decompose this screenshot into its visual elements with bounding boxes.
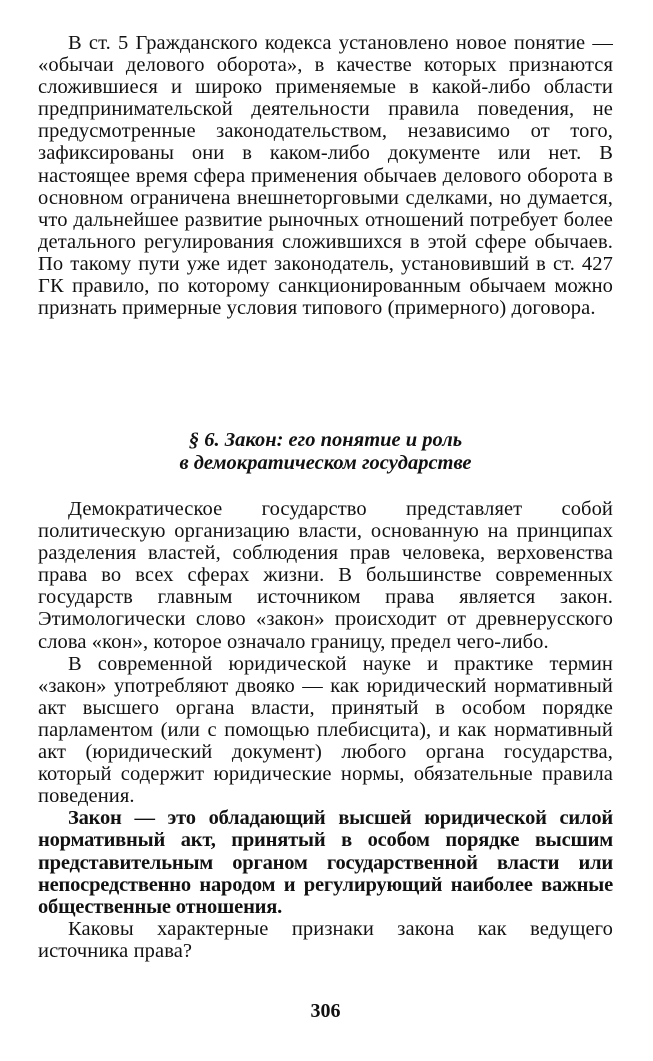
top-text-block [38,32,613,319]
paragraph-term-usage: В современной юридической науке и практике термин «закон» употребляют двояко — как юридический нормативный акт высшего органа власти, принятый в особом порядке парламентом (или с помощью плебисцита), и как нормативный акт (юридический документ) любого органа государства, который содержит юридические нормы, обязательные правила поведения. [38,652,613,808]
section-body [38,498,613,962]
section-heading-line-2: в демократическом государстве [179,452,472,474]
section-heading-line-1: § 6. Закон: его понятие и роль [188,429,463,451]
section-heading [38,429,613,475]
paragraph-law-definition: Закон — это обладающий высшей юридической силой нормативный акт, принятый в особом порядке высшим представительным органом государственной власти или непосредственно народом и регулирующий наиболее важные общественные отношения. [38,807,613,918]
book-page [38,32,613,1032]
paragraph-democratic-state: Демократическое государство представляет собой политическую организацию власти, основанную на принципах разделения властей, соблюдения прав человека, верховенства права во всех сферах жизни. В большинстве современных государств главным источником права является закон. Этимологически слово «закон» происходит от древнерусского слова «кон», которое означало границу, предел чего-либо. [38,498,613,653]
page-number: 306 [310,1000,341,1022]
paragraph-question: Каковы характерные признаки закона как ведущего источника права? [38,917,613,962]
paragraph-business-customs: В ст. 5 Гражданского кодекса установлено новое понятие — «обычаи делового оборота», в качестве которых признаются сложившиеся и широко применяемые в какой-либо области предпринимательской деятельности правила поведения, не предусмотренные законодательством, независимо от того, зафиксированы они в каком-либо документе или нет. В настоящее время сфера применения обычаев делового оборота в основном ограничена внешнеторговыми сделками, но думается, что дальнейшее развитие рыночных отношений потребует более детального регулирования сложившихся в этой сфере обычаев. По такому пути уже идет законодатель, установивший в ст. 427 ГК правило, по которому санкционированным обычаем можно признать примерные условия типового (примерного) договора. [38,32,613,320]
